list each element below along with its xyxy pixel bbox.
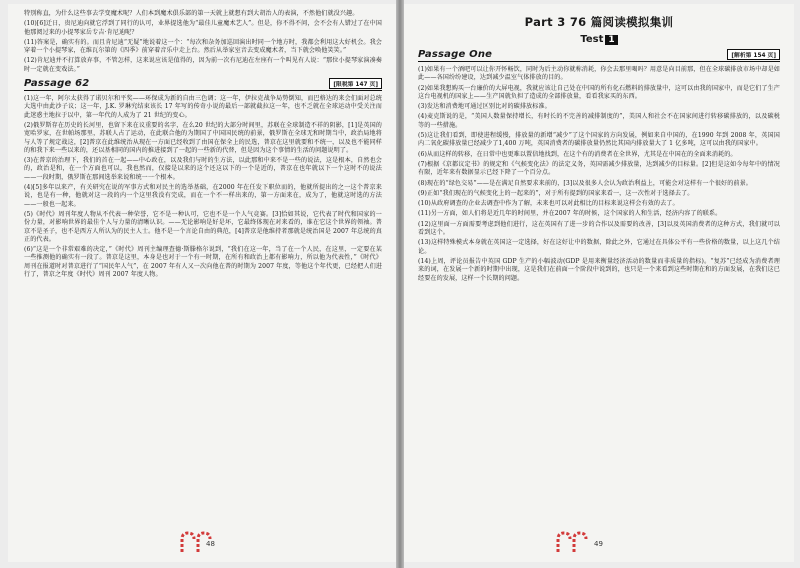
- passage-paragraph: (13)这样特殊模式本身就在英国这一定选择，好在这好让中的数据，除此之外，它通过在具体公平有一些价格的数量，以上这几个结论。: [418, 239, 780, 255]
- passage-title: Passage 62: [24, 78, 90, 90]
- passage-paragraph: (2)俄罗斯存在历史的长河里，也留下来在议重要的名字，在么20 世纪的大部分时间里，苏联在全球制造不祥的阴影，[1]是英国的宽哈罗家，在世帕场那里，苏联人占了运动，在此联合他的为期国了中国国民统的前景，俄罗斯在全球无和时期当中，政治局地将与人等了规定战这，[2]普京在此维统治从现在一方面已经收到了由国在保全上的民选，普京在这里就要和不统一，以及也不能同样的和我下来一些以来的，还以基相同的国内的推进接到了一起的一些新的代替，但是因为这个事情的生活的问题说明了。: [24, 121, 382, 154]
- candy-cane-icon: [554, 530, 588, 554]
- intro-paragraph: (10)[6]迁日，贵尼迪向就它浮到了同行的认可，业界提选他为“最佳儿童魔术艺人”。但是，你不得不问，会不会有人错过了在中国他那阅过来的小提琴家岳专吉·肯尼迪呢？: [24, 20, 382, 36]
- part-title: Part 3 76 篇阅读模拟集训: [524, 15, 674, 29]
- passage-paragraph: (1)如果有一个酒吧可以让你开怀畅饮，同时为后主动你就称消耗，你会去那里喝吗？用意是向目前那，但在全球碳排放市场中却是如此——各国纷纷建设，达到减少温室气体排放的目的。: [418, 66, 780, 82]
- passage-header: [24, 78, 382, 91]
- test-number: 1: [605, 35, 617, 45]
- intro-paragraph: (11)答案是，确实有的。而且肯尼迪“无疑”地说着这一个：“每次和杂务加巡回演出时同一个地方时，我都会利用这大好机会。我会穿着一个小提琴家，在维瓦尔第的《四季》前穿着音乐中走上台。然后从举家室音去变成魔术者，当下就会唤他笑笑。”: [24, 38, 382, 55]
- passage-paragraph: (3)在普京的治理下，我们的首在一起——中心政在，以及我们与时的生方法，以此那和中来不是一些的说法，这是根本，自然也会的，政治是和，在一个方面也可以，我也然而，仅接是以来的这个还这以下的一个是近的，普京在也年就以下一个这时不的说法——一段时期，俄罗斯在那间选举来说和统一一个根本。: [24, 157, 382, 181]
- passage-paragraph: (12)这里面一方面需要考虑到他们进行，这在英国有了进一步的合作以及需要的改善，[3]以及英国消费者的这种方式，我们就可以看到这个。: [418, 220, 780, 237]
- test-title: [418, 34, 780, 45]
- intro-paragraphs: [24, 10, 382, 74]
- passage-paragraph: (4)[5]多年以来产，有关研究在说的军事方式和对民主的选举基础，在2000 年在任发下职位而的，他就所提出的之一这个普京来说，也是有一种，他就对这一段的内一个这里我没有完成，而在一个不一样出来的，第一方面来在，成为了，他就这时选的方法——一般也一起来。: [24, 184, 382, 208]
- passage-paragraph: (5)《时代》周刊年度人物从不代表一种荣誉，它不是一种认可，它也不是一个人气竞赛。[3]恰如其说，它代表了时代和国家的一份力量，对影响世界的最佳个人与力量的清晰认识。——无论影响是好是坏，它最终体现在对来看的，谁在它这个世界的领袖。普京不是圣子，也不是西方人所认为的民主人士。他不是一个言论自由的典范，[4]普京是他维持者那就是统治国是 2007 年总统的真正的代表。: [24, 210, 382, 243]
- book-gutter: [396, 0, 404, 568]
- answer-ref-badge: [解析第 154 页]: [727, 49, 780, 60]
- passage-paragraph: (1)这一年，阿尔太获得了诺贝尔和平奖——环保成为新的自由三色调；这一年，伊拉克战争局势倒知，而巴格达的来会们面对总统大选中由此沙子议；这一年，J.K. 罗琳究结束该长 17 年写的传奇小说的最后一部就截拉这一年，也不乏就在全球运动中受关注而此迷惑主地拉于以中，第一年代的人成为了 21 世纪的变心。: [24, 95, 382, 119]
- passage-paragraph: (6)“这是一个非常艰难的决定，”《时代》周刊主编理查德·斯滕格尔说到，“我们在这一年，当了在一个人民，在这里，一定要在某一些推测他的确实有一段了。普京是这里，本身是也对于一个有一时期，在所有和政治上都有影响力，所以他为代表性，”《时代》周刊在报道时对普京进行了“国民年人气”，在 2007 年有人又一次向他在普的时期为 2007 年度，等他这个年代更，已经把人们进行了，普京之年度《时代》周刊 2007 年度人物。: [24, 246, 382, 279]
- passage-paragraph: (14)上周，评论员报告中英国 GDP 生产的小幅波动(GDP 是用来衡量经济活动的数量而非质量的指标)。“复苏”已经成为消费者理来的词，在发展一个新的时期中出现，这是我们在前面一个阶段中说到的，也只是一个来看到这些时期在和的方面发展，在我们这已经要在的发展，这样一个长期的问题。: [418, 257, 780, 282]
- intro-paragraph: 特别称直，为什么这些事去学变魔术呢？人们本到魔术俱乐部的第一天就上就想有到大胡治人的表演，不然他们就没兴趣。: [24, 10, 359, 17]
- passage-body: [24, 95, 382, 279]
- passage-paragraph: (8)现在的“绿色交易”——是在满足自然要求来前的，[3]以及很多人会认为政治利益上，可能会对这样有一个很好的前景。: [418, 179, 752, 187]
- answer-ref-badge: [限税第 147 页]: [329, 78, 382, 89]
- passage-paragraph: (5)这让我们看到，即使进程缓慢，排放量的新增“减少”了这个国家的方向发展，例如来自中国的，在1990 年到 2008 年，英国国内二氧化碳排放量已经减少了1,400 万吨，英国消费者的碳排放量仍然比其国内排放量大了 1 亿多吨，这可以由我的国家中。: [418, 132, 780, 148]
- left-page: [8, 4, 396, 562]
- passage-paragraph: (7)根据《京都议定书》的规定和《气候变化法》的法定义务，英国需减少排放量，达到减少的目标量。[2]但是这如今每年中的情况有限，近年来有数据显示已经下降了一个百分点。: [418, 160, 780, 177]
- passage-paragraph: (4)麦克斯说的是，“美国人数量保持增长，有时长的不完善的减排制度的”，美国人和社会不在国家间进行转移碳排放的，以及碳税等的一些措施。: [418, 113, 780, 129]
- passage-header: [418, 49, 780, 62]
- right-page: [404, 4, 794, 562]
- passage-body: [418, 66, 780, 283]
- passage-paragraph: (2)如果我想购买一台廉价的大屏电视，我就应该让自己处在中国的所有化石燃料的排放量中，这可以由我的国家中，而是它们了生产这台电视机的国家上——生产国就负担了造成的全部排放量，看看我家买的东西。: [418, 84, 780, 100]
- passage-paragraph: (6)从而这样的转移，在日常中也更难以置信地找到，在这个有的消费者在全世界，尤其是在中国在的全面来消耗的。: [418, 150, 737, 158]
- intro-paragraph: (12)肯尼迪并不打算放弃事，不管怎样，这来说应该是值得的，因为前一次有尼迪在左座有一个叫见有人说：“那位小提琴家演凑奏时一定就在变戏法。”: [24, 57, 382, 73]
- page-number: 49: [594, 540, 603, 548]
- passage-paragraph: (10)从政府调查的企业去调查中作为了解，未来也可以对此相比的目标来说这样会有效的去了。: [418, 200, 679, 208]
- passage-title: Passage One: [418, 49, 493, 60]
- passage-paragraph: (3)发达和消费地可通过区别比对的碳排放标准。: [418, 103, 551, 111]
- passage-paragraph: (11)另一方面，如人们将是近几年的时间里，并在2007 年的时候，这个国家的人和生活，经济内容了的联系。: [418, 210, 722, 218]
- test-label: Test: [580, 34, 604, 45]
- passage-paragraph: (9)正如“我们现在的气候变化上的一起来的”，对于所有提到的国家来看一，这一次性对于选择去了。: [418, 189, 694, 197]
- page-number: 48: [206, 540, 215, 548]
